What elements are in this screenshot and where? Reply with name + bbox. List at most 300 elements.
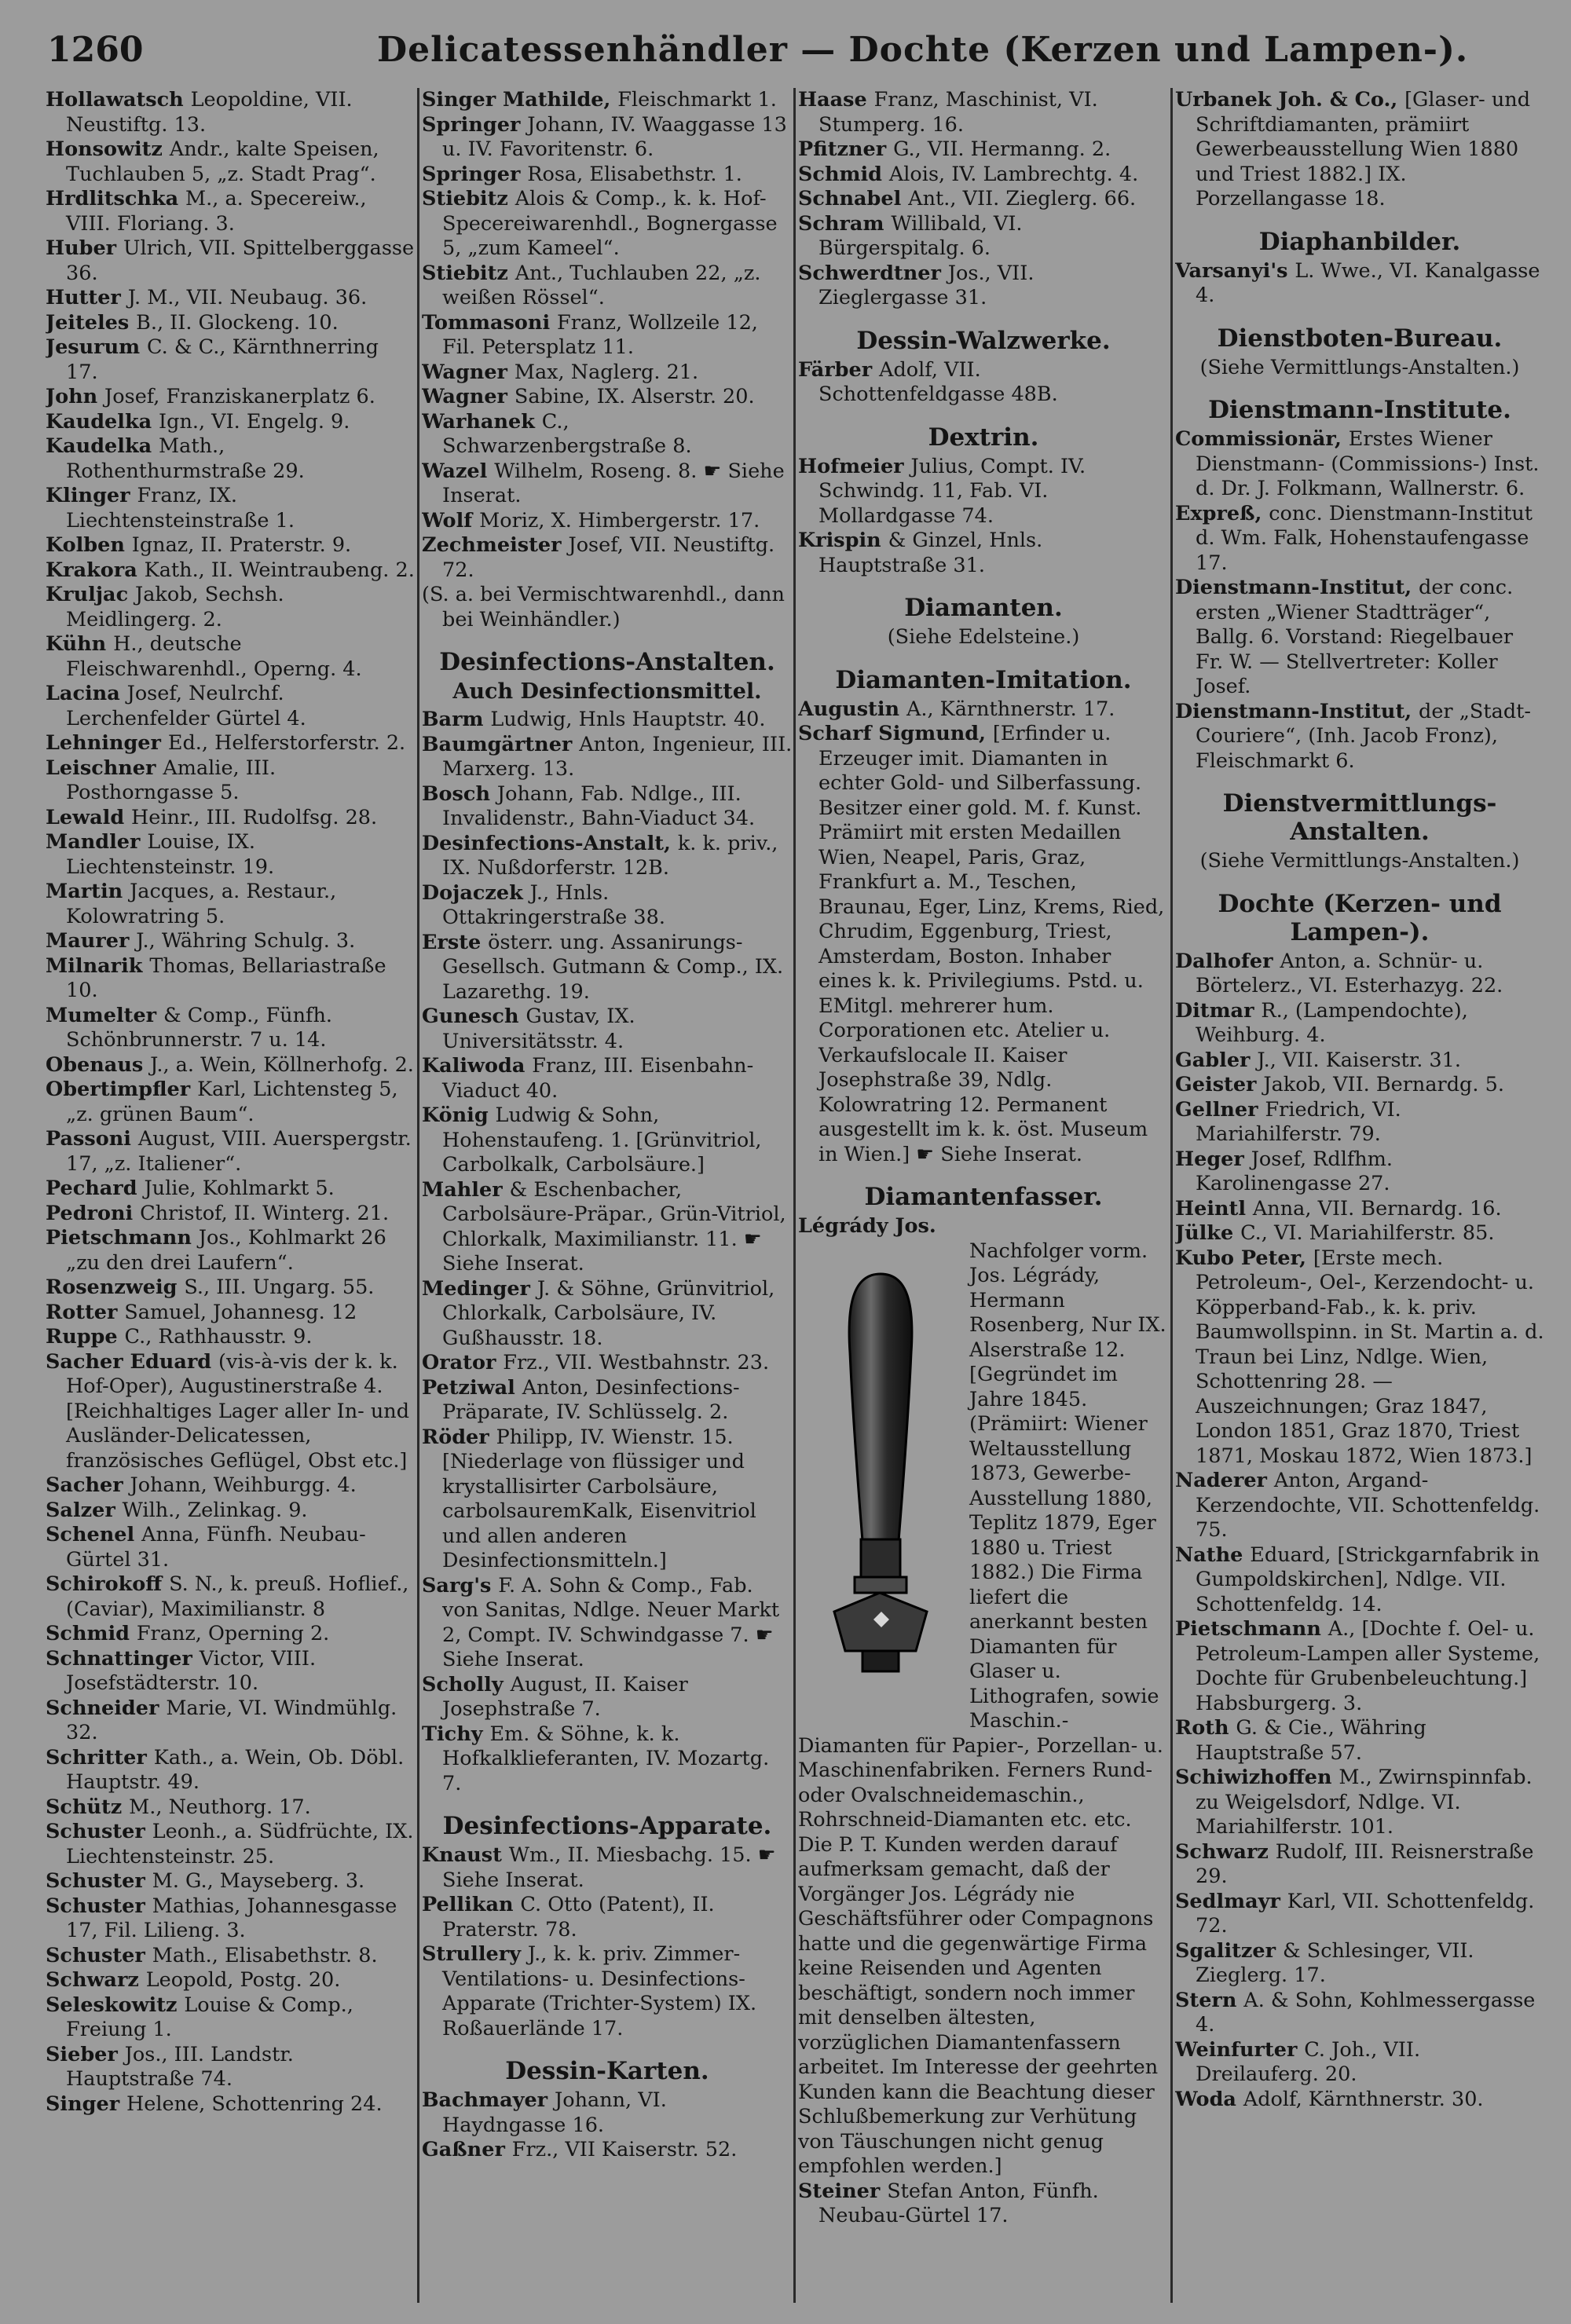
entry-name: Pedroni: [46, 1201, 141, 1225]
entry-details: Jos., VII. Zieglergasse 31.: [818, 261, 1035, 309]
entry-details: Math., Rothenthurmstraße 29.: [66, 434, 305, 483]
entry-name: Légrády Jos.: [798, 1214, 936, 1238]
entry-name: Ditmar: [1175, 998, 1262, 1023]
entry-name: Hutter: [46, 286, 128, 309]
entry-details: Franz, Maschinist, VI. Stumperg. 16.: [818, 88, 1098, 137]
entry-details: Wm., II. Miesbachg. 15. ☛ Siehe Inserat.: [442, 1843, 776, 1892]
entry-name: Bachmayer: [422, 2088, 555, 2112]
entry-details: Karl, VII. Schottenfeldg. 72.: [1196, 1889, 1535, 1938]
entry-name: Krakora: [46, 558, 145, 582]
directory-entry: [46, 830, 415, 880]
directory-entry: [46, 632, 415, 682]
entry-name: Ruppe: [46, 1325, 125, 1349]
section-heading: Diamantenfasser.: [864, 1183, 1103, 1211]
entry-details: österr. ung. Assanirungs-Gesellsch. Gutmann & Comp., IX. Lazarethg. 19.: [442, 930, 784, 1004]
directory-entry: [1175, 1766, 1544, 1840]
entry-name: Kaudelka: [46, 409, 159, 434]
directory-entry: [46, 187, 415, 236]
entry-details: Math., Elisabethstr. 8.: [152, 1943, 378, 1967]
entry-details: C., VI. Mariahilferstr. 85.: [1240, 1221, 1495, 1245]
directory-entry: [422, 311, 793, 360]
entry-name: Schwarz: [1175, 1839, 1276, 1864]
directory-entry: [46, 731, 415, 756]
directory-entry: [46, 1622, 415, 1647]
entry-details: M., a. Specereiw., VIII. Floriang. 3.: [66, 187, 367, 236]
entry-name: Schnattinger: [46, 1646, 200, 1671]
section-heading: Dienstboten-Bureau.: [1217, 324, 1503, 353]
directory-entry: [46, 682, 415, 731]
section-heading: Dochte (Kerzen- und Lampen-).: [1218, 889, 1502, 946]
entry-name: Wagner: [422, 385, 515, 408]
directory-entry: [422, 262, 793, 311]
entry-details: Philipp, IV. Wienstr. 15. [Niederlage von flüssiger und krystallisirter Carbolsäure, carbolsauremKalk, Eisenvitriol und allen anderen Desinfectionsmitteln.]: [442, 1425, 756, 1572]
directory-entry: [46, 286, 415, 311]
directory-entry: [422, 360, 793, 386]
entry-details: B., II. Glockeng. 10.: [136, 310, 339, 335]
directory-entry: [422, 1277, 793, 1352]
entry-details: J., VII. Kaiserstr. 31.: [1257, 1048, 1461, 1072]
entry-name: Schirokoff: [46, 1572, 170, 1596]
directory-entry: [46, 1127, 415, 1177]
entry-name: Roth: [1175, 1716, 1236, 1740]
directory-entry: [1175, 1246, 1544, 1469]
entry-details: Eduard, [Strickgarnfabrik in Gumpoldskirchen], Ndlge. VII. Schottenfeldg. 14.: [1196, 1543, 1540, 1616]
entry-name: Desinfections-Anstalt,: [422, 831, 678, 855]
column-4: [1175, 88, 1544, 2303]
entry-name: John: [46, 385, 105, 408]
directory-entry: [1175, 1469, 1544, 1543]
directory-entry: [46, 2092, 415, 2117]
entry-name: Krispin: [798, 529, 888, 552]
entry-name: Schmid: [46, 1622, 137, 1645]
entry-name: Schwarz: [46, 1968, 146, 1992]
entry-name: Mumelter: [46, 1003, 163, 1027]
directory-entry: [798, 455, 1169, 529]
directory-entry: [422, 385, 793, 410]
entry-details: Alois & Comp., k. k. Hof-Specereiwarenhdl., Bognergasse 5, „zum Kameel“.: [442, 187, 778, 260]
directory-entry: [46, 1202, 415, 1227]
entry-name: Milnarik: [46, 953, 150, 978]
entry-details: C. Otto (Patent), II. Praterstr. 78.: [442, 1893, 715, 1942]
directory-entry: [46, 533, 415, 558]
entry-details: Johann, VI. Haydngasse 16.: [442, 2088, 667, 2137]
entry-details: Josef, VII. Neustiftg. 72.: [442, 533, 775, 582]
entry-name: Hrdlitschka: [46, 187, 186, 210]
directory-entry: [422, 1843, 793, 1893]
directory-entry: [46, 2043, 415, 2092]
entry-name: Warhanek: [422, 409, 542, 434]
entry-details: [Erfinder u. Erzeuger imit. Diamanten in echter Gold- und Silberfassung. Besitzer einer gold. M. f. Kunst. Prämiirt mit ersten Medaillen Wien, Neapel, Paris, Graz, Frankfurt a. M., Teschen, Braunau, Eger, Linz, Krems, Ried, Chrudim, Eggenburg, Triest, Amsterdam, Boston. Inhaber eines k. k. Privilegiums. Pstd. u. EMitgl. mehrerer hum. Corporationen etc. Atelier u. Verkaufslocale II. Kaiser Josephstraße 39, Ndlg. Kolowratring 12. Permanent ausgestellt im k. k. öst. Museum in Wien.] ☛ Siehe Inserat.: [818, 722, 1165, 1166]
entry-name: Honsowitz: [46, 137, 170, 161]
entry-name: Geister: [1175, 1073, 1264, 1096]
entry-name: Springer: [422, 112, 528, 137]
entry-details: & Ginzel, Hnls. Hauptstraße 31.: [818, 529, 1043, 577]
directory-entry: [1175, 1073, 1544, 1098]
entry-details: Ludwig & Sohn, Hohenstaufeng. 1. [Grünvitriol, Carbolkalk, Carbolsäure.]: [442, 1103, 762, 1177]
entry-details: Josef, Neulrchf. Lerchenfelder Gürtel 4.: [66, 682, 306, 730]
entry-details: J. & Söhne, Grünvitriol, Chlorkalk, Carbolsäure, IV. Gußhausstr. 18.: [442, 1276, 775, 1350]
directory-entry: [422, 187, 793, 262]
directory-entry: [798, 2179, 1169, 2229]
directory-entry: [1175, 1890, 1544, 1939]
directory-entry: [1175, 1617, 1544, 1716]
entry-details: A., Kärnthnerstr. 17.: [906, 697, 1115, 721]
entry-name: Hofmeier: [798, 454, 911, 478]
entry-name: Gunesch: [422, 1005, 526, 1028]
directory-entry: [422, 733, 793, 782]
directory-entry: [46, 1746, 415, 1795]
entry-details: M. G., Mayseberg. 3.: [152, 1869, 365, 1893]
directory-entry: [798, 697, 1169, 723]
entry-name: Strullery: [422, 1942, 528, 1966]
directory-entry: [1175, 1197, 1544, 1222]
entry-details: Kath., a. Wein, Ob. Döbl. Hauptstr. 49.: [66, 1745, 405, 1794]
page-number: 1260: [47, 30, 144, 70]
entry-name: Stern: [1175, 1988, 1244, 2012]
diamond-cutter-tool-illustration: [798, 1243, 963, 1722]
entry-details: Nachfolger vorm. Jos. Légrády, Hermann Rosenberg, Nur IX. Alserstraße 12. [Gegründet im Jahre 1845. (Prämiirt: Wiener Weltausstellung 1873, Gewerbe-Ausstellung 1880, Teplitz 1879, Eger 1880 u. Triest 1882.) Die Firma liefert die anerkannt besten Diamanten für Glaser u. Lithografen, sowie Maschin.-Diamanten für Papier-, Porzellan- u. Maschinenfabriken. Ferners Rund- oder Ovalschneidemaschin., Rohrschneid-Diamanten etc. etc. Die P. T. Kunden werden darauf aufmerksam gemacht, daß der Vorgänger Jos. Légrády nie Geschäftsführer oder Compagnons hatte und die gegenwärtige Firma keine Reisenden und Agenten beschäftigt, sondern noch immer mit denselben ältesten, vorzüglichen Diamantenfassern arbeitet. Im Interesse der geehrten Kunden kann die Beachtung dieser Schlußbemerkung zur Verhütung von Täuschungen nicht genug empfohlen werden.]: [798, 1239, 1166, 2178]
entry-details: Julie, Kohlmarkt 5.: [144, 1177, 335, 1200]
entry-details: J., Hnls. Ottakringerstraße 38.: [442, 880, 665, 929]
entry-name: Jeiteles: [46, 310, 137, 335]
entry-details: k. k. priv., IX. Nußdorferstr. 12B.: [442, 831, 778, 880]
directory-entry: [422, 163, 793, 188]
directory-entry: [46, 1350, 415, 1474]
page-header: [47, 30, 1532, 85]
entry-details: Louise & Comp., Freiung 1.: [66, 1993, 353, 2041]
directory-entry: [46, 1275, 415, 1301]
entry-name: Tichy: [422, 1722, 490, 1746]
directory-entry: [46, 1795, 415, 1821]
page-title: Delicatessenhändler — Dochte (Kerzen und Lampen-).: [377, 30, 1469, 70]
entry-name: Naderer: [1175, 1469, 1274, 1492]
directory-entry: [1175, 1840, 1544, 1890]
cross-reference: (Siehe Edelsteine.): [887, 625, 1080, 649]
entry-details: M., Zwirnspinnfab. zu Weigelsdorf, Ndlge. VI. Mariahilferstr. 101.: [1196, 1766, 1533, 1839]
entry-name: Schiwizhoffen: [1175, 1766, 1339, 1789]
entry-name: Maurer: [46, 929, 137, 953]
directory-entry: [422, 533, 793, 583]
column-rule: [417, 88, 419, 2303]
entry-name: Commissionär,: [1175, 427, 1349, 451]
directory-entry: [1175, 502, 1544, 576]
entry-details: der conc. ersten „Wiener Stadtträger“, Ballg. 6. Vorstand: Riegelbauer Fr. W. — Stellvertreter: Koller Josef.: [1196, 576, 1514, 698]
entry-name: Pechard: [46, 1177, 145, 1200]
entry-name: Kaliwoda: [422, 1054, 533, 1078]
section-heading: Dienstmann-Institute.: [1208, 396, 1511, 424]
directory-entry: [798, 88, 1169, 137]
directory-entry: [46, 311, 415, 336]
entry-name: Schwerdtner: [798, 261, 948, 285]
entry-name: Orator: [422, 1351, 504, 1374]
entry-details: J. M., VII. Neubaug. 36.: [127, 286, 368, 309]
entry-name: Tommasoni: [422, 310, 558, 335]
directory-entry: [46, 1325, 415, 1350]
entry-details: Gustav, IX. Universitätsstr. 4.: [442, 1005, 635, 1053]
directory-entry: [422, 708, 793, 733]
entry-details: A., [Dochte f. Oel- u. Petroleum-Lampen aller Systeme, Dochte für Grubenbeleuchtung.] Habsburgerg. 3.: [1196, 1617, 1540, 1715]
entry-name: Schmid: [798, 162, 889, 186]
directory-entry: [798, 163, 1169, 188]
directory-entry: [422, 1103, 793, 1178]
directory-entry: [1175, 1098, 1544, 1147]
directory-entry: [46, 583, 415, 632]
directory-entry: [422, 1942, 793, 2041]
entry-details: Max, Naglerg. 21.: [514, 360, 699, 384]
directory-entry: [422, 88, 793, 113]
section-heading: Diamanten-Imitation.: [835, 665, 1132, 694]
entry-name: Schuster: [46, 1869, 152, 1893]
entry-details: Leonh., a. Südfrüchte, IX. Liechtensteinstr. 25.: [66, 1820, 414, 1868]
entry-details: G. & Cie., Währing Hauptstraße 57.: [1196, 1716, 1426, 1765]
entry-name: Singer Mathilde,: [422, 88, 618, 112]
directory-entry: [1175, 1147, 1544, 1197]
entry-details: Helene, Schottenring 24.: [126, 2092, 383, 2116]
entry-details: Leopoldine, VII. Neustiftg. 13.: [66, 88, 353, 137]
directory-entry: [798, 262, 1169, 311]
directory-entry: [422, 1005, 793, 1054]
entry-name: Schütz: [46, 1795, 130, 1819]
directory-entry: [46, 484, 415, 533]
entry-name: Expreß,: [1175, 501, 1269, 525]
entry-name: Lewald: [46, 805, 132, 829]
entry-details: Ign., VI. Engelg. 9.: [159, 409, 350, 434]
entry-details: Fleischmarkt 1.: [617, 88, 777, 112]
entry-details: Johann, IV. Waaggasse 13 u. IV. Favoritenstr. 6.: [442, 112, 787, 161]
directory-entry: [422, 1893, 793, 1942]
directory-entry: [46, 385, 415, 410]
entry-details: Ed., Helferstorferstr. 2.: [167, 731, 406, 755]
entry-name: Kaudelka: [46, 434, 159, 458]
entry-details: L. Wwe., VI. Kanalgasse 4.: [1196, 258, 1540, 307]
directory-entry: [46, 1993, 415, 2043]
entry-name: Hollawatsch: [46, 88, 191, 112]
entry-details: & Schlesinger, VII. Zieglerg. 17.: [1196, 1938, 1474, 1987]
entry-details: Anton, Ingenieur, III. Marxerg. 13.: [442, 732, 793, 781]
directory-entry: [422, 1722, 793, 1797]
directory-entry: [798, 358, 1169, 408]
entry-name: Steiner: [798, 2179, 888, 2203]
entry-details: Anna, VII. Bernardg. 16.: [1252, 1196, 1502, 1221]
directory-entry: [1175, 1989, 1544, 2038]
directory-entry: [422, 782, 793, 832]
directory-entry: [422, 2138, 793, 2163]
entry-name: Lacina: [46, 682, 127, 705]
entry-name: Schneider: [46, 1696, 167, 1720]
section-heading: Dienstvermittlungs-Anstalten.: [1222, 789, 1497, 846]
directory-entry: [1175, 1939, 1544, 1989]
directory-entry: (S. a. bei Vermischtwarenhdl., dann bei Weinhändler.): [422, 583, 785, 631]
entry-details: conc. Dienstmann-Institut d. Wm. Falk, Hohenstaufengasse 17.: [1196, 501, 1533, 575]
entry-details: Jacques, a. Restaur., Kolowratring 5.: [66, 880, 337, 928]
entry-name: Klinger: [46, 484, 137, 507]
entry-details: Frz., VII. Westbahnstr. 23.: [503, 1351, 770, 1374]
entry-name: Kühn: [46, 632, 114, 656]
entry-details: Ludwig, Hnls Hauptstr. 40.: [490, 708, 766, 731]
entry-name: Kruljac: [46, 583, 135, 606]
entry-details: J., a. Wein, Köllnerhofg. 2.: [150, 1052, 414, 1077]
directory-entry: [422, 832, 793, 881]
directory-entry: [46, 410, 415, 435]
directory-entry: [798, 187, 1169, 212]
entry-details: Rosa, Elisabethstr. 1.: [527, 162, 742, 186]
directory-entry: [798, 722, 1169, 1167]
directory-entry: [422, 881, 793, 931]
entry-name: Woda: [1175, 2087, 1243, 2111]
entry-details: Rudolf, III. Reisnerstraße 29.: [1196, 1839, 1534, 1888]
entry-name: Weinfurter: [1175, 2037, 1305, 2062]
directory-entry: [46, 558, 415, 584]
entry-name: Heger: [1175, 1147, 1251, 1171]
entry-name: Wolf: [422, 508, 480, 533]
entry-name: Sacher Eduard: [46, 1349, 219, 1374]
directory-entry: [46, 1572, 415, 1622]
entry-details: J., Währing Schulg. 3.: [136, 929, 356, 953]
entry-details: Franz, Operning 2.: [136, 1622, 330, 1645]
entry-name: Schuster: [46, 1820, 152, 1843]
directory-entry: [1175, 950, 1544, 999]
entry-details: [Erste mech. Petroleum-, Oel-, Kerzendocht- u. Köpperband-Fab., k. k. priv. Baumwollspinn. in St. Martin a. d. Traun bei Linz, Ndlge. Wien, Schottenring 28. — Auszeichnungen; Graz 1847, London 1851, Graz 1870, Triest 1871, Moskau 1872, Wien 1873.]: [1196, 1246, 1544, 1468]
directory-entry: [46, 1647, 415, 1696]
entry-details: S. N., k. preuß. Hoflief., (Caviar), Maximilianstr. 8: [66, 1572, 409, 1621]
directory-entry: [422, 459, 793, 509]
entry-details: Louise, IX. Liechtensteinstr. 19.: [66, 830, 275, 879]
entry-details: Anton, Argand-Kerzendochte, VII. Schottenfeldg. 75.: [1196, 1469, 1540, 1542]
entry-details: Friedrich, VI. Mariahilferstr. 79.: [1196, 1097, 1401, 1146]
directory-entry: [46, 1820, 415, 1869]
entry-details: R., (Lampendochte), Weihburg. 4.: [1196, 998, 1468, 1047]
directory-entry: [46, 806, 415, 831]
directory-entry: [46, 1177, 415, 1202]
directory-entry: [1175, 576, 1544, 700]
entry-details: Sabine, IX. Alserstr. 20.: [514, 385, 755, 408]
entry-name: Zechmeister: [422, 533, 569, 557]
entry-name: Schenel: [46, 1523, 142, 1546]
cross-reference: (Siehe Vermittlungs-Anstalten.): [1199, 849, 1520, 873]
entry-name: Röder: [422, 1425, 496, 1449]
directory-entry: [46, 1499, 415, 1524]
entry-details: Stefan Anton, Fünfh. Neubau-Gürtel 17.: [818, 2179, 1099, 2227]
entry-name: Schuster: [46, 1894, 152, 1918]
entry-details: Amalie, III. Posthorngasse 5.: [66, 756, 276, 804]
directory-entry: [422, 1426, 793, 1574]
entry-name: Kolben: [46, 533, 132, 557]
entry-details: C., Rathhausstr. 9.: [124, 1325, 313, 1349]
section-heading: Dessin-Karten.: [505, 2057, 709, 2085]
column-3: [798, 88, 1169, 2303]
directory-entry: [422, 2088, 793, 2138]
directory-entry: [46, 335, 415, 385]
entry-name: Stiebitz: [422, 261, 515, 285]
entry-details: Kath., II. Weintraubeng. 2.: [144, 558, 415, 582]
directory-entry: [46, 1301, 415, 1326]
directory-entry: [46, 1968, 415, 1993]
entry-details: Franz, IX. Liechtensteinstraße 1.: [66, 484, 295, 533]
entry-details: Franz, III. Eisenbahn-Viaduct 40.: [442, 1054, 754, 1103]
entry-name: Gellner: [1175, 1097, 1265, 1122]
entry-name: Pfitzner: [798, 137, 894, 161]
entry-name: Knaust: [422, 1843, 509, 1867]
entry-name: Schritter: [46, 1745, 154, 1770]
entry-details: G., VII. Hermanng. 2.: [893, 137, 1111, 161]
entry-name: Varsanyi's: [1175, 258, 1295, 283]
entry-name: Stiebitz: [422, 187, 515, 210]
directory-entry: [46, 1078, 415, 1127]
entry-name: Baumgärtner: [422, 732, 580, 756]
entry-details: Franz, Wollzeile 12, Fil. Petersplatz 11.: [442, 310, 758, 359]
entry-name: Schnabel: [798, 187, 909, 210]
entry-details: H., deutsche Fleischwarenhdl., Operng. 4.: [66, 632, 362, 681]
entry-name: Erste: [422, 930, 489, 954]
entry-name: Martin: [46, 880, 130, 903]
entry-details: August, VIII. Auerspergstr. 17, „z. Italiener“.: [66, 1127, 412, 1176]
entry-name: Haase: [798, 88, 874, 112]
section-heading: Desinfections-Anstalten.: [439, 648, 775, 676]
entry-details: Heinr., III. Rudolfsg. 28.: [131, 805, 378, 829]
entry-details: der „Stadt-Couriere“, (Inh. Jacob Fronz), Fleischmarkt 6.: [1196, 699, 1532, 773]
entry-details: Ulrich, VII. Spittelberggasse 36.: [66, 236, 415, 285]
entry-details: Em. & Söhne, k. k. Hofkalklieferanten, IV. Mozartg. 7.: [442, 1722, 770, 1795]
entry-name: Leischner: [46, 756, 163, 780]
entry-name: Scharf Sigmund,: [798, 722, 993, 745]
section-heading: Diaphanbilder.: [1258, 227, 1461, 256]
entry-details: Jakob, VII. Bernardg. 5.: [1263, 1073, 1504, 1096]
entry-name: Gaßner: [422, 2138, 512, 2161]
entry-name: Medinger: [422, 1276, 537, 1301]
entry-name: Schram: [798, 211, 892, 236]
column-rule: [1170, 88, 1173, 2303]
directory-entry: [46, 1226, 415, 1275]
entry-details: Jakob, Sechsh. Meidlingerg. 2.: [66, 583, 284, 631]
entry-name: Pietschmann: [1175, 1617, 1328, 1641]
entry-name: Nathe: [1175, 1543, 1251, 1567]
entry-details: Samuel, Johannesg. 12: [124, 1300, 357, 1324]
entry-name: Sedlmayr: [1175, 1889, 1287, 1913]
entry-name: Sieber: [46, 2042, 125, 2066]
directory-entry: [798, 137, 1169, 163]
directory-entry: [46, 756, 415, 806]
directory-entry: [46, 137, 415, 187]
directory-entry: [422, 113, 793, 163]
entry-name: Passoni: [46, 1127, 138, 1151]
entry-name: Urbanek Joh. & Co.,: [1175, 88, 1405, 112]
section-heading: Dextrin.: [928, 423, 1039, 452]
directory-entry: [798, 529, 1169, 578]
directory-entry: [1175, 88, 1544, 212]
entry-details: Wilhelm, Roseng. 8. ☛ Siehe Inserat.: [442, 459, 785, 507]
entry-details: Marie, VI. Windmühlg. 32.: [66, 1696, 397, 1744]
entry-name: Obenaus: [46, 1052, 151, 1077]
directory-entry: [1175, 427, 1544, 502]
entry-details: F. A. Sohn & Comp., Fab. von Sanitas, Ndlge. Neuer Markt 2, Compt. IV. Schwindgasse 7. ☛ Siehe Inserat.: [442, 1573, 780, 1671]
entry-details: Andr., kalte Speisen, Tuchlauben 5, „z. Stadt Prag“.: [66, 137, 379, 186]
entry-name: Obertimpfler: [46, 1078, 198, 1101]
entry-name: Jesurum: [46, 335, 148, 359]
directory-entry: [422, 410, 793, 459]
directory-entry: [798, 1214, 1169, 2179]
entry-name: Mahler: [422, 1177, 510, 1202]
column-2: [422, 88, 793, 2303]
column-1: [46, 88, 415, 2303]
entry-name: Salzer: [46, 1498, 123, 1522]
entry-name: Sgalitzer: [1175, 1938, 1283, 1963]
directory-entry: [46, 954, 415, 1004]
directory-entry: [422, 1376, 793, 1426]
entry-name: Scholly: [422, 1672, 511, 1696]
directory-entry: [422, 1673, 793, 1722]
entry-details: [Glaser- und Schriftdiamanten, prämiirt Gewerbeausstellung Wien 1880 und Triest 1882.] IX. Porzellangasse 18.: [1196, 88, 1531, 210]
entry-details: Erstes Wiener Dienstmann- (Commissions-) Inst. d. Dr. J. Folkmann, Wallnerstr. 6.: [1196, 427, 1540, 500]
